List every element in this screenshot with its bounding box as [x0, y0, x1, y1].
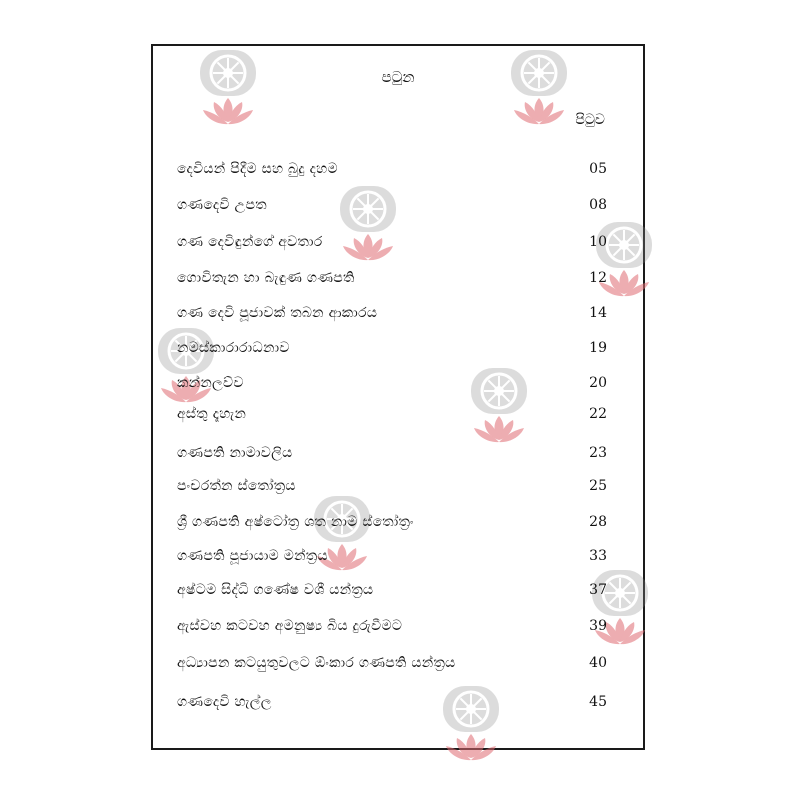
- toc-entry-title: අෂ්ටම සිද්ධි ගණේෂ වශී යන්ත්‍රය: [177, 582, 374, 598]
- toc-entry-title: අධ්‍යාපන කටයුතුවලට ඕංකාර ගණපති යන්ත්‍රය: [177, 655, 456, 671]
- toc-entry-page: 28: [589, 514, 607, 530]
- toc-entry[interactable]: [177, 191, 607, 213]
- lotus-wheel-watermark-icon: [197, 46, 259, 128]
- toc-entry-page: 10: [589, 234, 607, 250]
- toc-entry-title: ශ්‍රී ගණපති අෂ්ටෝත්‍ර ශත නාම ස්තෝත්‍රං: [177, 514, 414, 530]
- toc-entry-title: නමස්කාරාරාධනාව: [177, 340, 290, 356]
- book-page: [151, 44, 645, 750]
- toc-entry[interactable]: [177, 649, 607, 671]
- toc-entry-page: 23: [589, 445, 607, 461]
- toc-entry-title: කන්නලව්ව: [177, 375, 244, 391]
- toc-entry-title: අස්තු දෑහැන: [177, 406, 247, 422]
- toc-entry-page: 22: [589, 406, 607, 422]
- toc-entry[interactable]: [177, 400, 607, 422]
- toc-entry-title: ඇස්වහ කටවහ අමනුෂ්‍ය බිය දුරුවීමට: [177, 618, 403, 634]
- toc-entry[interactable]: [177, 334, 607, 356]
- toc-entry-page: 39: [589, 618, 607, 634]
- toc-entry[interactable]: [177, 612, 607, 634]
- lotus-wheel-watermark-icon: [508, 46, 570, 128]
- toc-entry-title: ගොවිතැන හා බැඳුණ ගණපති: [177, 270, 355, 286]
- page-column-label: පිටුව: [575, 112, 605, 128]
- toc-entry-page: 40: [589, 655, 607, 671]
- toc-entry-title: ගණදෙවි හැල්ල: [177, 694, 272, 710]
- toc-entry-title: ගණදෙවි උපත: [177, 197, 267, 213]
- toc-entry[interactable]: [177, 228, 607, 250]
- toc-entry-title: ගණපති නාමාවලිය: [177, 445, 293, 461]
- toc-entry-page: 12: [589, 270, 607, 286]
- toc-entry[interactable]: [177, 542, 607, 564]
- toc-entry-page: 25: [589, 478, 607, 494]
- toc-entry-title: ගණපති පූජායාම මන්ත්‍රය: [177, 548, 328, 564]
- toc-entry-page: 19: [589, 340, 607, 356]
- toc-entry[interactable]: [177, 264, 607, 286]
- toc-entry-title: පංචරත්න ස්තෝත්‍රය: [177, 478, 296, 494]
- toc-entry[interactable]: [177, 688, 607, 710]
- page-title: පටුන: [381, 68, 415, 86]
- toc-entry-title: ගණ දෙවිඳුන්ගේ අවතාර: [177, 234, 323, 250]
- toc-entry-page: 45: [589, 694, 607, 710]
- toc-entry[interactable]: [177, 439, 607, 461]
- toc-entry-title: ගණ දෙවි පූජාවක් තබන ආකාරය: [177, 305, 378, 321]
- toc-entry[interactable]: [177, 155, 607, 177]
- toc-entry-page: 37: [589, 582, 607, 598]
- toc-entry-page: 05: [589, 161, 607, 177]
- toc-entry[interactable]: [177, 508, 607, 530]
- toc-entry-title: දෙවියන් පිදීම සහ බුදු දහම: [177, 161, 338, 177]
- toc-entry-page: 08: [589, 197, 607, 213]
- toc-entry[interactable]: [177, 472, 607, 494]
- toc-entry-page: 33: [589, 548, 607, 564]
- toc-entry[interactable]: [177, 369, 607, 391]
- toc-entry-page: 14: [589, 305, 607, 321]
- toc-entry[interactable]: [177, 299, 607, 321]
- toc-entry-page: 20: [589, 375, 607, 391]
- toc-entry[interactable]: [177, 576, 607, 598]
